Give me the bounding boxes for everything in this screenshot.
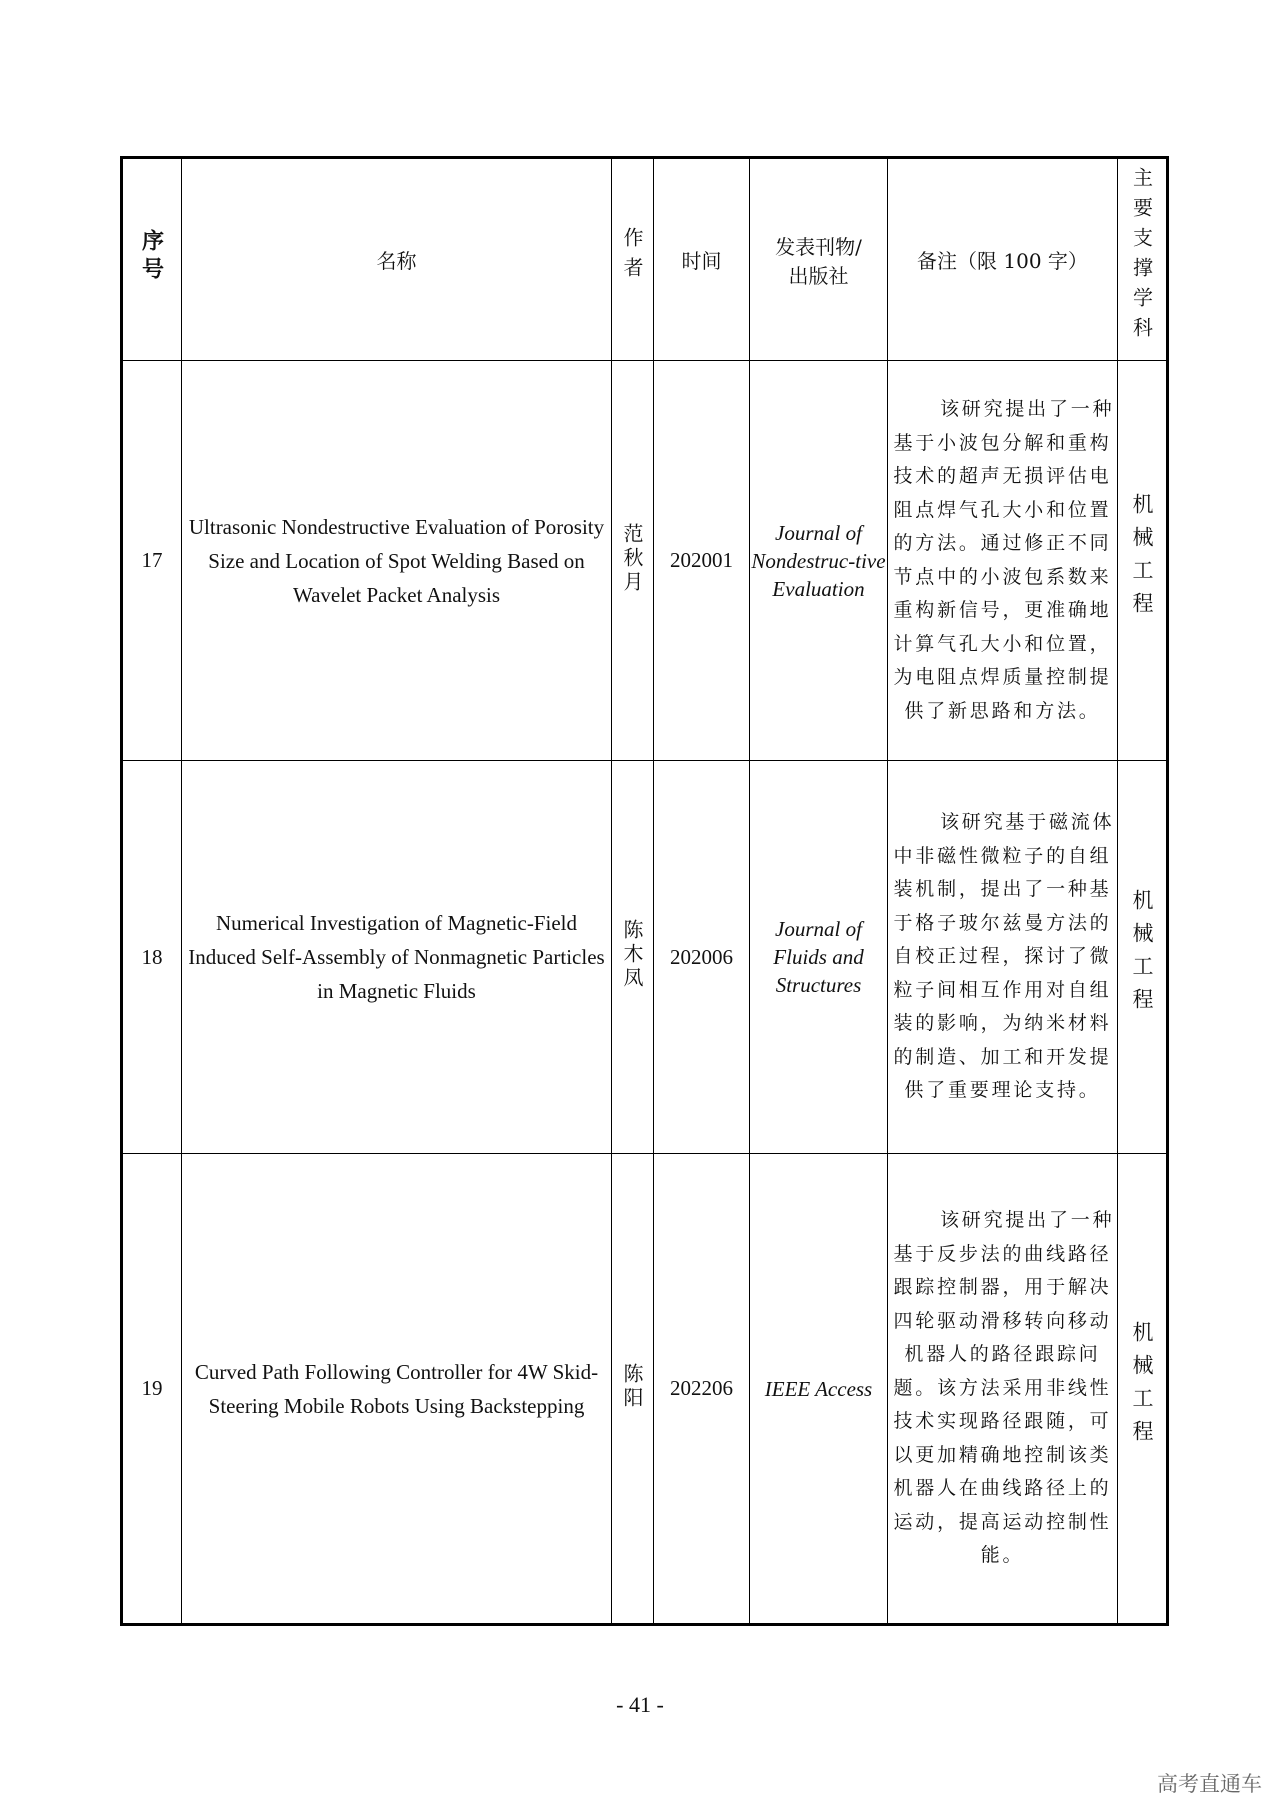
row-time: 202006	[654, 761, 750, 1154]
row-remark: 该研究基于磁流体中非磁性微粒子的自组装机制，提出了一种基于格子玻尔兹曼方法的自校正过程，探讨了微粒子间相互作用对自组装的影响，为纳米材料的制造、加工和开发提供了重要理论支持。	[888, 761, 1118, 1154]
header-subject: 主要支撑学科	[1118, 158, 1168, 361]
table-row	[122, 361, 1168, 761]
row-index: 18	[122, 761, 182, 1154]
row-subject: 机械工程	[1118, 361, 1168, 761]
row-remark: 该研究提出了一种基于反步法的曲线路径跟踪控制器，用于解决四轮驱动滑移转向移动机器人的路径跟踪问题。该方法采用非线性技术实现路径跟随，可以更加精确地控制该类机器人在曲线路径上的运动，提高运动控制性能。	[888, 1154, 1118, 1625]
row-remark: 该研究提出了一种基于小波包分解和重构技术的超声无损评估电阻点焊气孔大小和位置的方法。通过修正不同节点中的小波包系数来重构新信号，更准确地计算气孔大小和位置，为电阻点焊质量控制提供了新思路和方法。	[888, 361, 1118, 761]
header-index: 序号	[122, 158, 182, 361]
header-time: 时间	[654, 158, 750, 361]
row-index: 19	[122, 1154, 182, 1625]
row-index: 17	[122, 361, 182, 761]
table-row	[122, 1154, 1168, 1625]
page-number: - 41 -	[616, 1692, 664, 1717]
row-title: Numerical Investigation of Magnetic-Field Induced Self-Assembly of Nonmagnetic Particles in Magnetic Fluids	[182, 761, 612, 1154]
row-time: 202001	[654, 361, 750, 761]
row-title: Ultrasonic Nondestructive Evaluation of Porosity Size and Location of Spot Welding Based on Wavelet Packet Analysis	[182, 361, 612, 761]
table-header-row	[122, 158, 1168, 361]
row-subject: 机械工程	[1118, 761, 1168, 1154]
row-journal: IEEE Access	[750, 1154, 888, 1625]
row-journal: Journal of Nondestruc-tive Evaluation	[750, 361, 888, 761]
header-name: 名称	[182, 158, 612, 361]
row-time: 202206	[654, 1154, 750, 1625]
row-author: 陈阳	[612, 1154, 654, 1625]
row-journal: Journal of Fluids and Structures	[750, 761, 888, 1154]
watermark: 高考直通车	[1157, 1772, 1262, 1796]
row-author: 陈木凤	[612, 761, 654, 1154]
header-author: 作者	[612, 158, 654, 361]
row-subject: 机械工程	[1118, 1154, 1168, 1625]
header-journal: 发表刊物/ 出版社	[750, 158, 888, 361]
row-title: Curved Path Following Controller for 4W Skid-Steering Mobile Robots Using Backstepping	[182, 1154, 612, 1625]
row-author: 范秋月	[612, 361, 654, 761]
achievements-table	[120, 156, 1169, 1626]
table-row	[122, 761, 1168, 1154]
header-remarks: 备注（限 100 字）	[888, 158, 1118, 361]
